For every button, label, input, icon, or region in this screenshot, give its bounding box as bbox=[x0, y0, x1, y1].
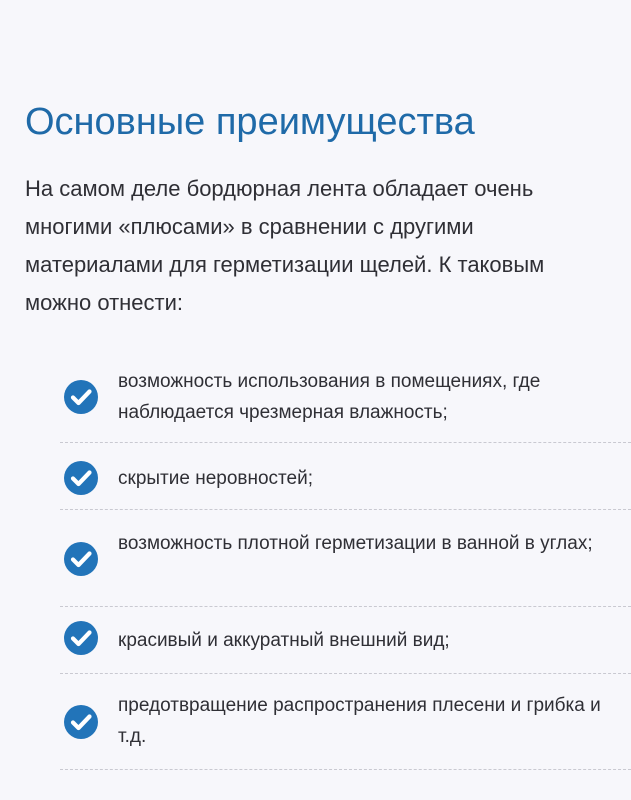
checkmark-circle-icon bbox=[64, 542, 98, 576]
advantage-text: возможность плотной герметизации в ванной в углах; bbox=[118, 533, 593, 554]
checkmark-circle-icon bbox=[64, 461, 98, 495]
advantage-text: скрытие неровностей; bbox=[118, 468, 313, 489]
checkmark-circle-icon bbox=[64, 380, 98, 414]
list-item bbox=[60, 510, 631, 607]
advantage-text: красивый и аккуратный внешний вид; bbox=[118, 630, 450, 651]
list-item bbox=[60, 443, 631, 510]
checkmark-circle-icon bbox=[64, 621, 98, 655]
advantage-text: предотвращение распространения плесени и грибка и т.д. bbox=[118, 695, 601, 747]
intro-paragraph: На самом деле бордюрная лента обладает очень многими «плюсами» в сравнении с другими материалами для герметизации щелей. К таковым можно отнести: bbox=[25, 176, 545, 315]
advantage-text: возможность использования в помещениях, где наблюдается чрезмерная влажность; bbox=[118, 371, 541, 423]
list-item bbox=[60, 674, 631, 770]
list-item bbox=[60, 607, 631, 674]
section-title: Основные преимущества bbox=[25, 101, 475, 143]
list-item bbox=[60, 362, 631, 443]
checkmark-circle-icon bbox=[64, 705, 98, 739]
